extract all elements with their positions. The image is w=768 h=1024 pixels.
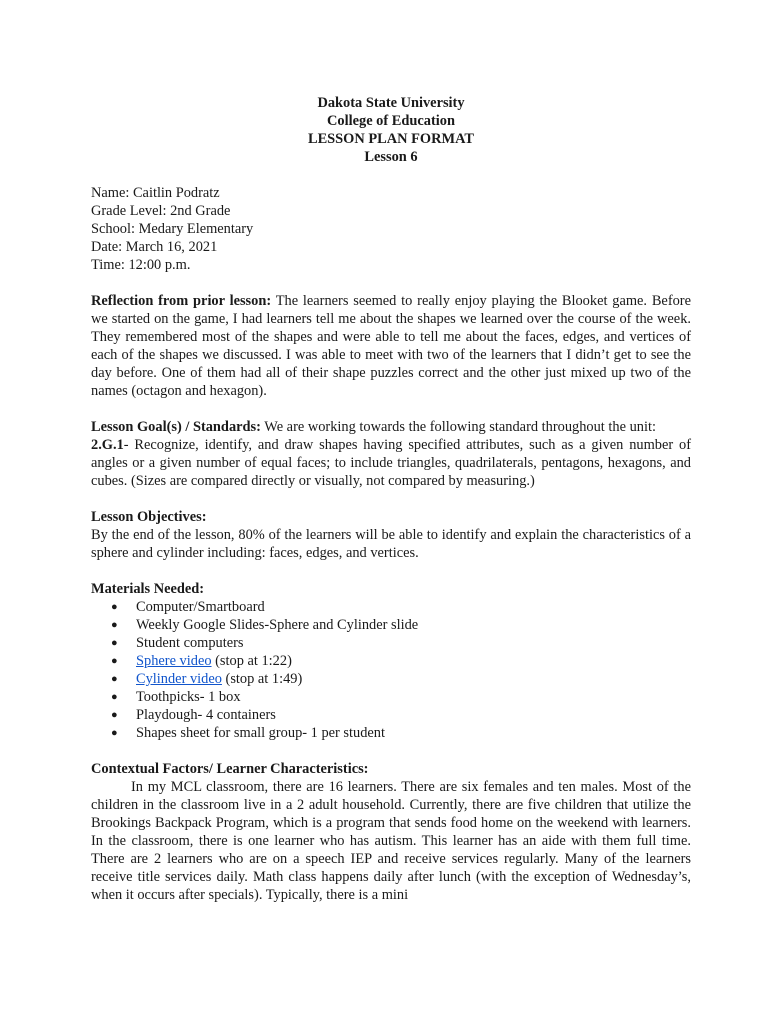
sphere-video-link[interactable]: Sphere video — [136, 653, 212, 669]
bullet-icon: ● — [111, 601, 118, 613]
document-header — [91, 94, 691, 166]
objectives-text: By the end of the lesson, 80% of the learners will be able to identify and explain the characteristics of a sphere and cylinder including: faces, edges, and vertices. — [91, 527, 691, 561]
materials-list — [91, 598, 691, 742]
material-label: Playdough- 4 containers — [136, 707, 276, 723]
list-item — [91, 688, 691, 706]
reflection-section — [91, 292, 691, 400]
info-grade: Grade Level: 2nd Grade — [91, 203, 231, 219]
contextual-heading: Contextual Factors/ Learner Characteristics: — [91, 761, 369, 777]
standard-paragraph — [91, 436, 691, 490]
bullet-icon: ● — [111, 691, 118, 703]
list-item — [91, 598, 691, 616]
materials-heading: Materials Needed: — [91, 581, 205, 597]
list-item — [91, 616, 691, 634]
bullet-icon: ● — [111, 709, 118, 721]
objectives-section — [91, 508, 691, 562]
material-label: Weekly Google Slides-Sphere and Cylinder slide — [136, 617, 419, 633]
list-item — [91, 670, 691, 688]
goals-paragraph — [91, 418, 691, 436]
header-lesson-number: Lesson 6 — [364, 149, 418, 165]
info-date: Date: March 16, 2021 — [91, 239, 218, 255]
header-format: LESSON PLAN FORMAT — [307, 131, 475, 147]
materials-section — [91, 580, 691, 742]
list-item — [91, 634, 691, 652]
info-name: Name: Caitlin Podratz — [91, 185, 220, 201]
standard-code: 2.G.1 — [91, 437, 124, 453]
material-label: Student computers — [136, 635, 244, 651]
contextual-section — [91, 760, 691, 904]
bullet-icon: ● — [111, 619, 118, 631]
material-label: (stop at 1:22) — [211, 653, 292, 669]
bullet-icon: ● — [111, 637, 118, 649]
document-page — [91, 94, 691, 904]
contextual-text: In my MCL classroom, there are 16 learners. There are six females and ten males. Most of the children in the classroom live in a 2 adult household. Currently, there are five children that utilize the Brookings Backpack Program, which is a program that sends food home on the weekend with learners. In the classroom, there is one learner who has autism. This learner has an aide with them full time. There are 2 learners who are on a speech IEP and receive services regularly. Many of the learners receive title services daily. Math class happens daily after lunch (with the exception of Wednesday’s, when it occurs after specials). Typically, there is a mini — [91, 779, 691, 903]
header-university: Dakota State University — [317, 95, 465, 111]
material-label: Toothpicks- 1 box — [136, 689, 241, 705]
bullet-icon: ● — [111, 673, 118, 685]
material-label: Shapes sheet for small group- 1 per student — [136, 725, 385, 741]
list-item — [91, 706, 691, 724]
bullet-icon: ● — [111, 655, 118, 667]
goals-heading: Lesson Goal(s) / Standards: — [91, 419, 261, 435]
cylinder-video-link[interactable]: Cylinder video — [136, 671, 222, 687]
info-block — [91, 184, 691, 274]
info-time: Time: 12:00 p.m. — [91, 257, 191, 273]
list-item — [91, 652, 691, 670]
reflection-heading: Reflection from prior lesson: — [91, 293, 272, 309]
standard-text: - Recognize, identify, and draw shapes having specified attributes, such as a given number of angles or a given number of equal faces; to include triangles, quadrilaterals, pentagons, hexagons, and cubes. (Sizes are compared directly or visually, not compared by measuring.) — [91, 437, 691, 489]
objectives-heading: Lesson Objectives: — [91, 509, 207, 525]
header-college: College of Education — [327, 113, 455, 129]
info-school: School: Medary Elementary — [91, 221, 254, 237]
list-item — [91, 724, 691, 742]
bullet-icon: ● — [111, 727, 118, 739]
reflection-text: The learners seemed to really enjoy playing the Blooket game. Before we started on the game, I had learners tell me about the shapes we learned over the course of the week. They remembered most of the shapes and were able to tell me about the faces, edges, and vertices of each of the shapes we discussed. I was able to meet with two of the learners that I didn’t get to see the day before. One of them had all of their shape puzzles correct and the other just mixed up two of the names (octagon and hexagon). — [91, 293, 691, 399]
material-label: (stop at 1:49) — [221, 671, 303, 687]
goals-section — [91, 418, 691, 490]
reflection-paragraph — [91, 292, 691, 400]
goals-text: We are working towards the following standard throughout the unit: — [264, 419, 656, 435]
material-label: Computer/Smartboard — [136, 599, 265, 615]
